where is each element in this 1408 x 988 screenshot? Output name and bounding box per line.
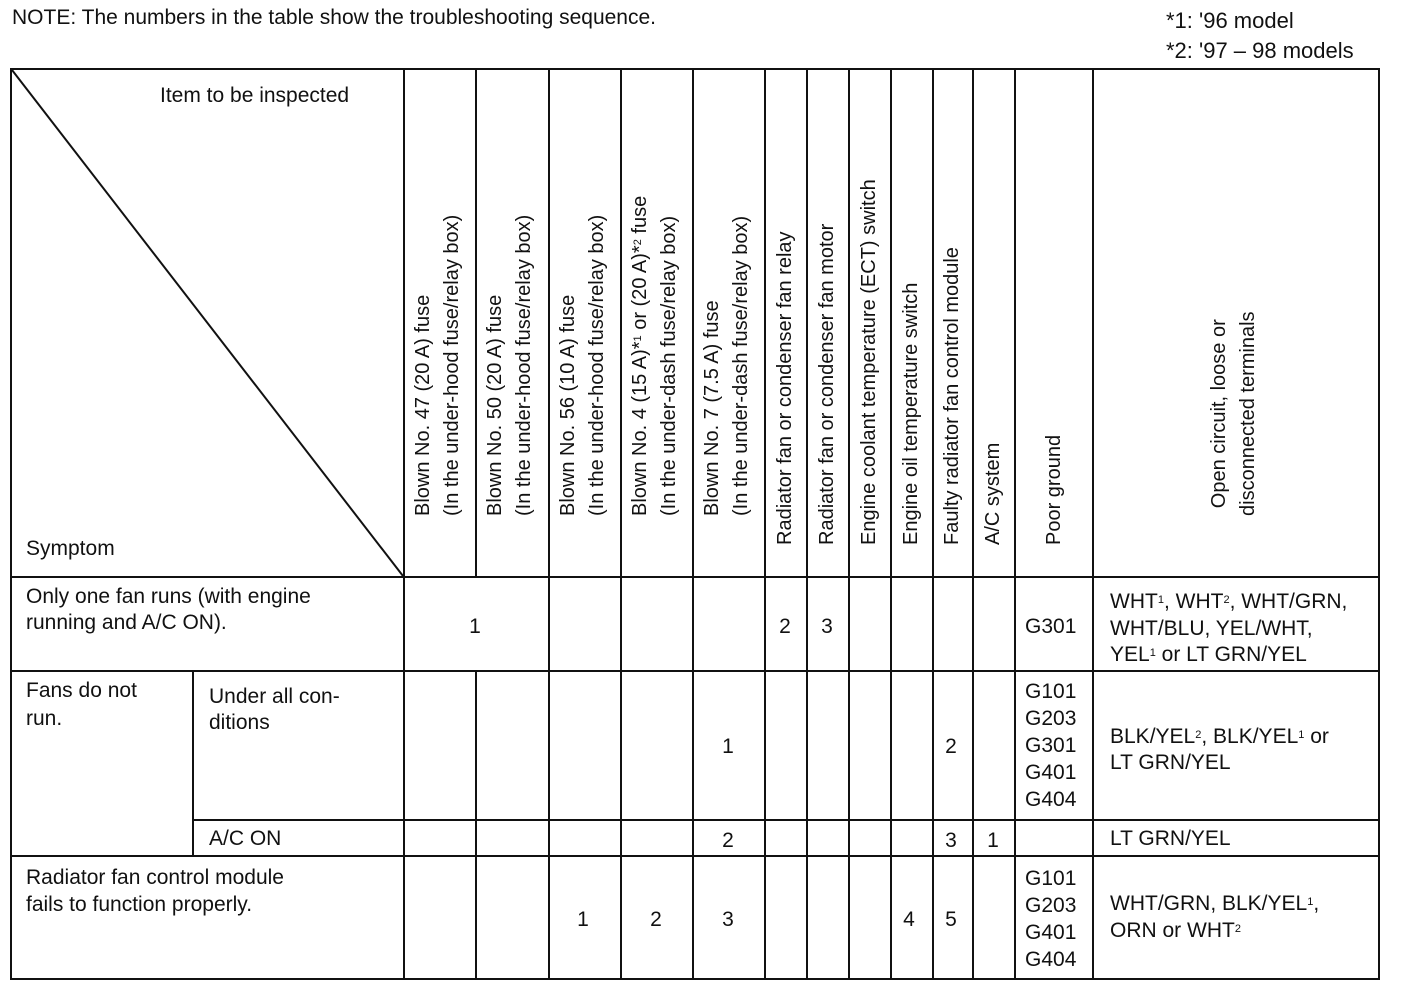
row-3-sub: A/C ON xyxy=(209,827,282,850)
row-1-ground: G301 xyxy=(1025,615,1077,638)
row-1-fuse-47-50-value: 1 xyxy=(469,615,481,638)
col-header-fuse-4: Blown No. 4 (15 A)*$^1$ or (20 A)*$^2$ fuse (In the under-dash fuse/relay box) xyxy=(629,195,680,516)
row-2-module-value: 2 xyxy=(945,735,957,758)
table-border-right xyxy=(1378,68,1380,980)
col-header-fuse-7: Blown No. 7 (7.5 A) fuse (In the under-dash fuse/relay box) xyxy=(701,215,752,516)
note-text: NOTE: The numbers in the table show the troubleshooting sequence. xyxy=(12,6,656,29)
col-divider-11 xyxy=(972,68,974,980)
row-2-fuse-7-value: 1 xyxy=(722,735,734,758)
row-2-ground-4: G401 xyxy=(1025,761,1077,784)
col-divider-4 xyxy=(620,68,622,980)
col-divider-3 xyxy=(548,68,550,980)
row-3-module-value: 3 xyxy=(945,829,957,852)
symptom-header-label: Symptom xyxy=(26,537,115,560)
row-2-ground-5: G404 xyxy=(1025,788,1077,811)
col-divider-2b xyxy=(475,670,477,980)
row-2-ground-3: G301 xyxy=(1025,734,1077,757)
row-4-wire-line-2: ORN or WHT$^2$ xyxy=(1110,919,1241,942)
row-4-module-value: 5 xyxy=(945,908,957,931)
table-border-bottom xyxy=(10,978,1380,980)
row-2-symptom-line-2: run. xyxy=(26,707,63,730)
footnote-1: *1: '96 model xyxy=(1166,8,1294,33)
row-4-ground-2: G203 xyxy=(1025,894,1077,917)
col-divider-12 xyxy=(1014,68,1016,980)
row-2-wire-line-2: LT GRN/YEL xyxy=(1110,751,1231,774)
row-4-fuse-7-value: 3 xyxy=(722,908,734,931)
col-divider-9 xyxy=(890,68,892,980)
row-4-symptom-line-2: fails to function properly. xyxy=(26,893,253,916)
row-4-symptom-line-1: Radiator fan control module xyxy=(26,866,284,889)
col-header-fan-control-module: Faulty radiator fan control module xyxy=(941,247,963,545)
row-4-ground-1: G101 xyxy=(1025,867,1077,890)
row-2-bottom-line xyxy=(192,819,1380,821)
row-4-ground-3: G401 xyxy=(1025,921,1077,944)
col-divider-7 xyxy=(806,68,808,980)
row-3-wire: LT GRN/YEL xyxy=(1110,827,1231,850)
row-2-ground-2: G203 xyxy=(1025,707,1077,730)
row-2-sub-line-1: Under all con- xyxy=(209,685,340,708)
row-4-wire-line-1: WHT/GRN, BLK/YEL$^1$, xyxy=(1110,892,1320,915)
col-header-poor-ground: Poor ground xyxy=(1043,434,1065,545)
col-header-ect-switch: Engine coolant temperature (ECT) switch xyxy=(858,179,880,545)
col-header-fuse-56: Blown No. 56 (10 A) fuse (In the under-hood fuse/relay box) xyxy=(557,214,608,516)
row-2-sub-line-2: ditions xyxy=(209,711,270,734)
row-3-bottom-line xyxy=(10,855,1380,857)
col-header-open-circuit: Open circuit, loose or disconnected terminals xyxy=(1208,311,1259,516)
col-header-fuse-50: Blown No. 50 (20 A) fuse (In the under-hood fuse/relay box) xyxy=(484,214,535,516)
row-2-ground-1: G101 xyxy=(1025,680,1077,703)
row-3-fuse-7-value: 2 xyxy=(722,829,734,852)
row-4-fuse-4-value: 2 xyxy=(650,908,662,931)
col-header-oil-temp-switch: Engine oil temperature switch xyxy=(900,282,922,545)
row-3-ac-value: 1 xyxy=(987,829,999,852)
footnote-2: *2: '97 – 98 models xyxy=(1166,38,1354,63)
row-2-symptom-line-1: Fans do not xyxy=(26,679,137,702)
col-header-fan-motor: Radiator fan or condenser fan motor xyxy=(816,223,838,545)
row-1-wire-line-3: YEL$^1$ or LT GRN/YEL xyxy=(1110,643,1307,666)
symptom-sub-divider xyxy=(192,670,194,856)
header-diagonal-line xyxy=(10,68,405,578)
col-divider-13 xyxy=(1092,68,1094,980)
row-1-wire-line-1: WHT$^1$, WHT$^2$, WHT/GRN, xyxy=(1110,590,1348,613)
row-1-relay-value: 2 xyxy=(779,615,791,638)
col-header-fuse-47: Blown No. 47 (20 A) fuse (In the under-hood fuse/relay box) xyxy=(412,214,463,516)
col-divider-8 xyxy=(848,68,850,980)
col-divider-5 xyxy=(692,68,694,980)
row-1-bottom-line xyxy=(10,670,1380,672)
col-divider-10 xyxy=(932,68,934,980)
row-4-ground-4: G404 xyxy=(1025,948,1077,971)
col-divider-2 xyxy=(475,68,477,577)
row-4-fuse-56-value: 1 xyxy=(577,908,589,931)
row-4-oil-switch-value: 4 xyxy=(903,908,915,931)
row-1-wire-line-2: WHT/BLU, YEL/WHT, xyxy=(1110,617,1313,640)
col-divider-6 xyxy=(764,68,766,980)
row-1-motor-value: 3 xyxy=(821,615,833,638)
col-header-ac-system: A/C system xyxy=(982,442,1004,545)
row-2-wire-line-1: BLK/YEL$^2$, BLK/YEL$^1$ or xyxy=(1110,725,1329,748)
row-1-symptom-line-1: Only one fan runs (with engine xyxy=(26,585,311,608)
row-1-symptom-line-2: running and A/C ON). xyxy=(26,611,227,634)
col-header-fan-relay: Radiator fan or condenser fan relay xyxy=(774,231,796,545)
item-to-be-inspected-label: Item to be inspected xyxy=(160,84,350,107)
